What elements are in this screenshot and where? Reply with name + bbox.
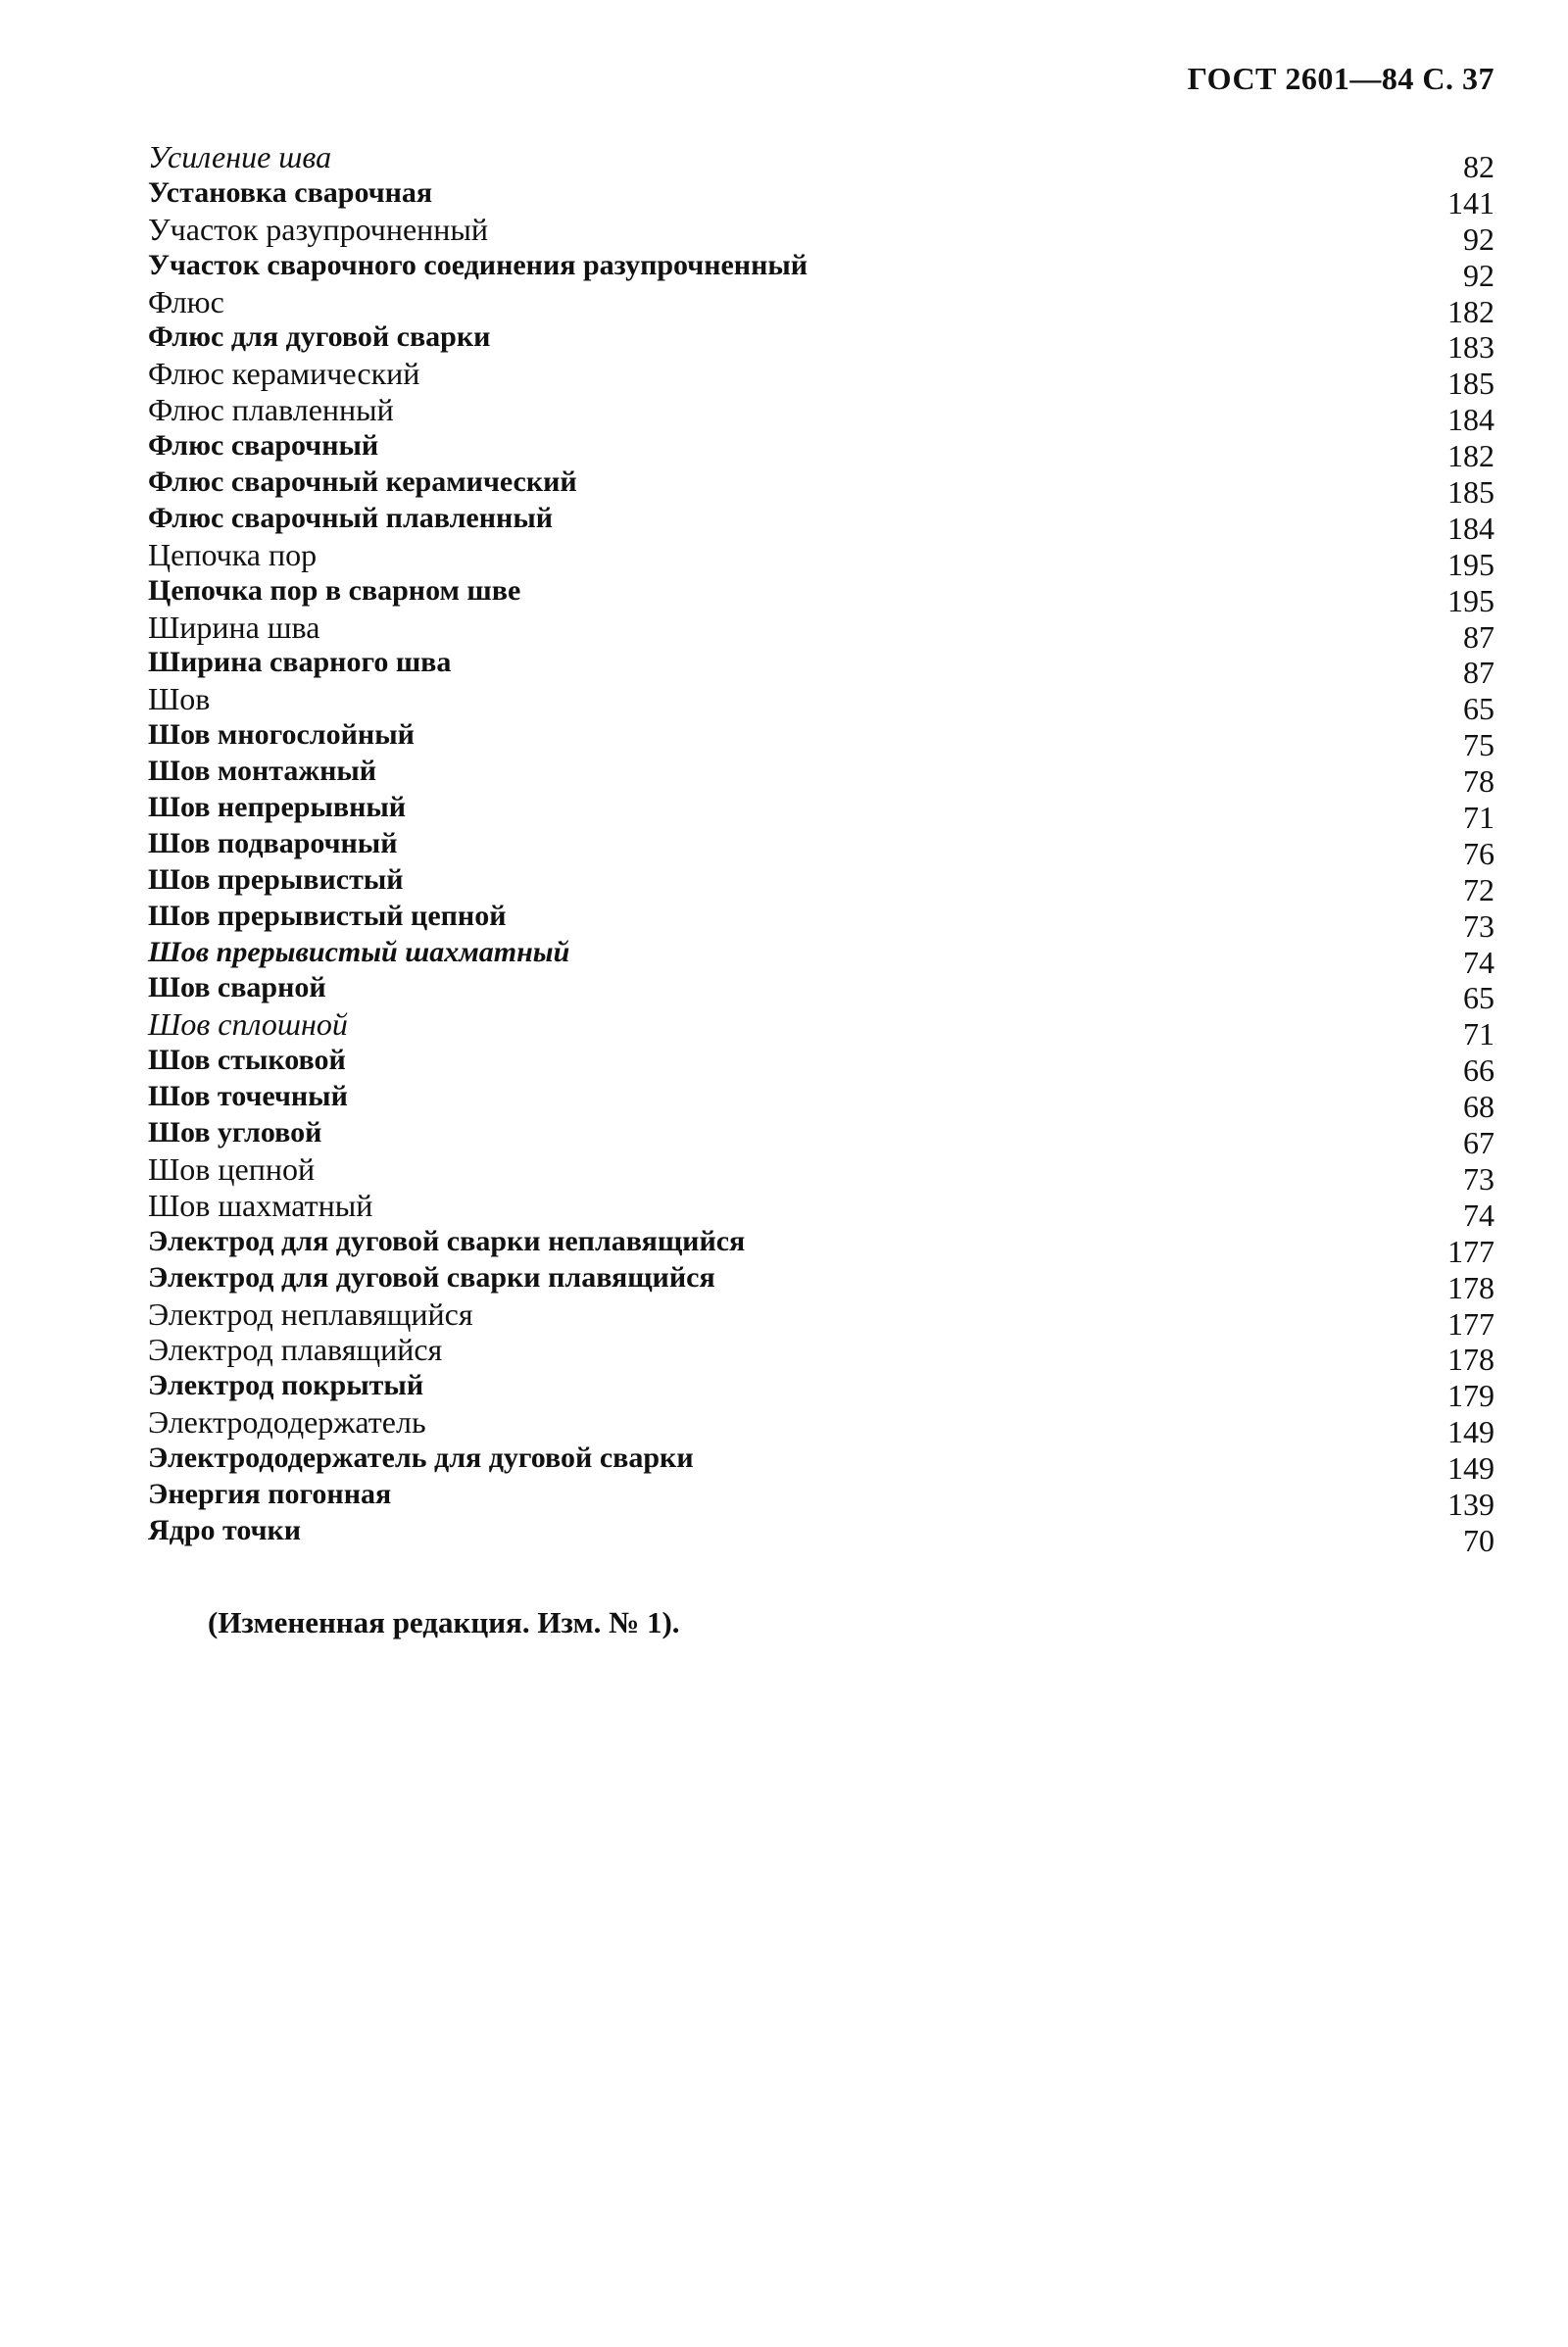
index-entry	[148, 1441, 1494, 1487]
subject-index-list	[148, 139, 1494, 1558]
index-page-number: 178	[1447, 1269, 1494, 1305]
index-entry	[148, 681, 1494, 727]
index-entry	[148, 899, 1494, 944]
index-term: Установка сварочная	[148, 175, 433, 209]
index-term: Флюс сварочный	[148, 429, 379, 463]
index-entry	[148, 970, 1494, 1016]
index-entry	[148, 935, 1494, 980]
index-entry	[148, 645, 1494, 691]
index-term: Шов монтажный	[148, 755, 377, 788]
index-entry	[148, 283, 1494, 329]
index-entry	[148, 175, 1494, 220]
index-term: Флюс керамический	[148, 356, 420, 392]
index-page-number: 67	[1463, 1125, 1494, 1161]
index-page-number: 74	[1463, 944, 1494, 980]
index-page-number: 182	[1447, 438, 1494, 474]
index-page-number: 65	[1463, 980, 1494, 1016]
index-page-number: 195	[1447, 582, 1494, 618]
index-term: Ядро точки	[148, 1513, 302, 1546]
index-term: Электрод плавящийся	[148, 1332, 443, 1368]
index-page-number: 182	[1447, 293, 1494, 329]
index-entry	[148, 1368, 1494, 1414]
index-page-number: 73	[1463, 907, 1494, 944]
index-page-number: 141	[1447, 184, 1494, 220]
index-entry	[148, 754, 1494, 800]
index-entry	[148, 428, 1494, 474]
index-page-number: 87	[1463, 618, 1494, 655]
index-entry	[148, 536, 1494, 582]
index-page-number: 149	[1447, 1450, 1494, 1487]
index-term: Флюс сварочный плавленный	[148, 501, 554, 534]
index-term: Цепочка пор	[148, 536, 318, 572]
index-page-number: 71	[1463, 1016, 1494, 1052]
index-entry	[148, 609, 1494, 655]
index-term: Цепочка пор в сварном шве	[148, 573, 521, 607]
index-page-number: 149	[1447, 1414, 1494, 1450]
index-term: Шов стыковой	[148, 1044, 346, 1077]
index-term: Шов многослойный	[148, 718, 415, 752]
index-term: Электрододержатель	[148, 1404, 426, 1441]
index-term: Электрододержатель для дуговой сварки	[148, 1442, 694, 1475]
index-page-number: 178	[1447, 1342, 1494, 1378]
index-term: Шов	[148, 681, 211, 717]
index-entry	[148, 717, 1494, 763]
index-entry	[148, 211, 1494, 257]
index-page-number: 195	[1447, 546, 1494, 582]
index-page-number: 87	[1463, 655, 1494, 691]
index-page-number: 177	[1447, 1305, 1494, 1342]
index-term: Шов непрерывный	[148, 791, 407, 824]
index-page-number: 185	[1447, 474, 1494, 511]
index-term: Электрод неплавящийся	[148, 1296, 473, 1332]
index-page-number: 75	[1463, 727, 1494, 763]
index-entry	[148, 826, 1494, 871]
index-entry	[148, 862, 1494, 907]
index-term: Энергия погонная	[148, 1477, 392, 1510]
index-term: Шов угловой	[148, 1116, 322, 1149]
index-page-number: 72	[1463, 871, 1494, 907]
index-page-number: 92	[1463, 257, 1494, 293]
index-page-number: 184	[1447, 402, 1494, 438]
index-term: Участок разупрочненный	[148, 211, 489, 247]
footnote: (Измененная редакция. Изм. № 1).	[208, 1605, 680, 1639]
index-page-number: 70	[1463, 1522, 1494, 1558]
index-page-number: 184	[1447, 510, 1494, 546]
index-term: Флюс сварочный керамический	[148, 465, 577, 499]
index-term: Шов сварной	[148, 971, 326, 1004]
index-term: Шов прерывистый шахматный	[148, 935, 570, 968]
index-term: Шов точечный	[148, 1080, 348, 1113]
index-entry	[148, 1260, 1494, 1305]
index-entry	[148, 465, 1494, 511]
index-term: Электрод для дуговой сварки плавящийся	[148, 1260, 715, 1294]
index-entry	[148, 1404, 1494, 1450]
index-entry	[148, 356, 1494, 402]
index-page-number: 71	[1463, 800, 1494, 836]
index-entry	[148, 1115, 1494, 1161]
index-page-number: 183	[1447, 329, 1494, 366]
index-term: Ширина сварного шва	[148, 646, 452, 679]
index-term: Флюс	[148, 283, 224, 319]
index-page-number: 185	[1447, 366, 1494, 402]
index-entry	[148, 248, 1494, 293]
index-term: Усиление шва	[148, 139, 332, 174]
index-page-number: 139	[1447, 1486, 1494, 1522]
index-term: Флюс для дуговой сварки	[148, 320, 491, 354]
index-entry	[148, 501, 1494, 546]
index-page-number: 65	[1463, 691, 1494, 727]
index-page-number: 92	[1463, 220, 1494, 257]
index-term: Шов прерывистый	[148, 862, 404, 896]
index-entry	[148, 1006, 1494, 1052]
index-entry	[148, 1187, 1494, 1233]
index-term: Шов цепной	[148, 1150, 316, 1187]
index-page-number: 73	[1463, 1160, 1494, 1197]
index-entry	[148, 319, 1494, 366]
index-entry	[148, 1043, 1494, 1089]
index-page-number: 68	[1463, 1089, 1494, 1125]
index-term: Шов прерывистый цепной	[148, 899, 507, 932]
index-entry	[148, 1332, 1494, 1378]
index-entry	[148, 1296, 1494, 1342]
index-page-number: 177	[1447, 1233, 1494, 1269]
index-term: Шов шахматный	[148, 1187, 373, 1223]
index-page-number: 82	[1463, 149, 1494, 184]
index-entry	[148, 1477, 1494, 1522]
index-entry	[148, 1224, 1494, 1269]
index-entry	[148, 1150, 1494, 1197]
index-page-number: 78	[1463, 763, 1494, 800]
index-term: Электрод для дуговой сварки неплавящийся	[148, 1224, 746, 1257]
index-term: Ширина шва	[148, 609, 320, 645]
index-page-number: 74	[1463, 1197, 1494, 1233]
index-entry	[148, 573, 1494, 618]
index-entry	[148, 139, 1494, 184]
index-entry	[148, 790, 1494, 836]
index-term: Шов сплошной	[148, 1006, 348, 1043]
page-header: ГОСТ 2601—84 С. 37	[1187, 61, 1494, 96]
index-term: Шов подварочный	[148, 826, 398, 859]
index-term: Флюс плавленный	[148, 392, 394, 428]
index-page-number: 179	[1447, 1378, 1494, 1414]
index-term: Участок сварочного соединения разупрочненный	[148, 248, 808, 281]
index-entry	[148, 392, 1494, 438]
index-page-number: 66	[1463, 1052, 1494, 1089]
index-page-number: 76	[1463, 835, 1494, 871]
index-term: Электрод покрытый	[148, 1369, 424, 1402]
index-entry	[148, 1079, 1494, 1125]
index-entry	[148, 1513, 1494, 1558]
